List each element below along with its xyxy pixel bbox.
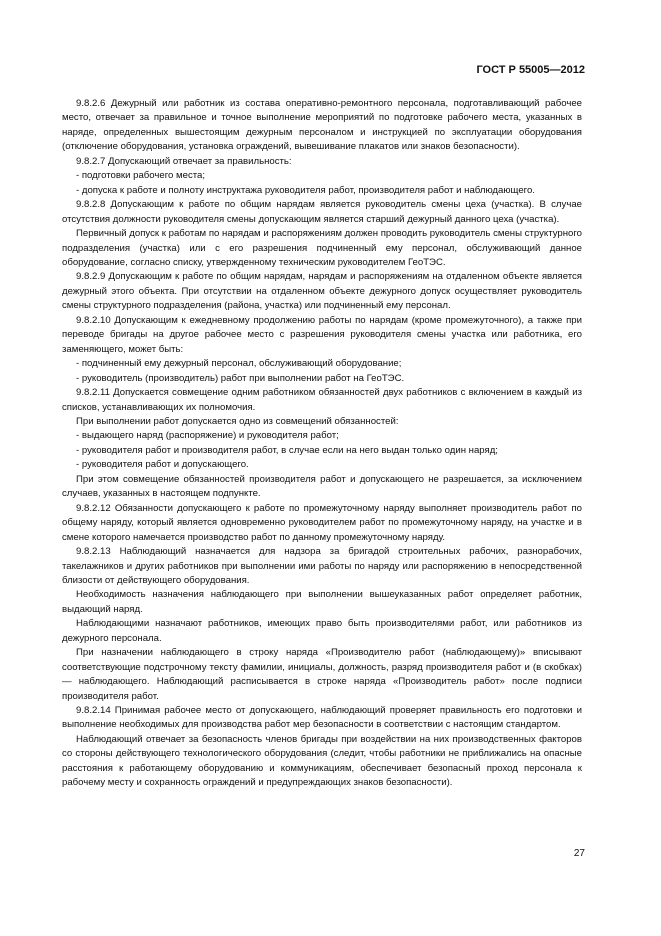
list-item: - руководителя работ и допускающего. bbox=[76, 459, 249, 471]
document-header: ГОСТ Р 55005—2012 bbox=[476, 64, 585, 76]
paragraph: При этом совмещение обязанностей производителя работ и допускающего не разрешается, за исключением случаев, указанных в настоящем подпункте. bbox=[62, 473, 582, 500]
paragraph: 9.8.2.7 Допускающий отвечает за правильность: bbox=[76, 155, 292, 167]
paragraph: 9.8.2.13 Наблюдающий назначается для надзора за бригадой строительных рабочих, разнорабочих, такелажников и других работников при выполнении ими работы по наряду или распоряжению в непосредственной близости от действующего оборудования. bbox=[62, 546, 582, 586]
page-number: 27 bbox=[573, 848, 585, 859]
paragraph: 9.8.2.8 Допускающим к работе по общим нарядам является руководитель смены цеха (участка). В случае отсутствия должности руководителя смены допускающим является старший дежурный данного цеха (участка). bbox=[62, 199, 582, 225]
paragraph: 9.8.2.14 Принимая рабочее место от допускающего, наблюдающий проверяет правильность его подготовки и выполнение необходимых для производства работ мер безопасности в соответствии с настоящим стандартом. bbox=[62, 705, 582, 731]
paragraph: Наблюдающий отвечает за безопасность членов бригады при воздействии на них производственных факторов со стороны действующего технологического оборудования (следит, чтобы работники не приближались на опасные расстояния к работающему оборудованию и коммуникациям, обеспечивает безопасный проход персонала к рабочему месту и сохранность ограждений и предупреждающих знаков безопасности). bbox=[62, 733, 582, 789]
paragraph: 9.8.2.11 Допускается совмещение одним работником обязанностей двух работников с включением в каждый из списков, устанавливающих их полномочия. bbox=[62, 387, 582, 413]
paragraph: 9.8.2.12 Обязанности допускающего к работе по промежуточному наряду выполняет производитель работ по общему наряду, который является одновременно руководителем работ по промежуточному наряду, на участке и в смене которого намечается производство работ по данному промежуточному наряду. bbox=[62, 502, 582, 543]
paragraph: 9.8.2.6 Дежурный или работник из состава оперативно-ремонтного персонала, подготавливающий рабочее место, отвечает за правильное и точное выполнение мероприятий по подготовке рабочего места, указанных в наряде, определенных вышестоящим дежурным персоналом и инструкцией по эксплуатации оборудования (отключение оборудования, установка ограждений, вывешивание плакатов или знаков безопасности). bbox=[62, 98, 582, 153]
list-item: - руководитель (производитель) работ при выполнении работ на ГеоТЭС. bbox=[76, 372, 405, 384]
list-item: - подготовки рабочего места; bbox=[76, 170, 206, 182]
paragraph: Необходимость назначения наблюдающего при выполнении вышеуказанных работ определяет работник, выдающий наряд. bbox=[62, 589, 582, 615]
paragraph: При назначении наблюдающего в строку наряда «Производителю работ (наблюдающему)» вписывают соответствующие подстрочному тексту фамилии, инициалы, должность, разряд производителя работ и (в скобках) — наблюдающего. Наблюдающий расписывается в строке наряда «Производитель работ» после подписи производителя работ. bbox=[62, 647, 582, 702]
paragraph: 9.8.2.9 Допускающим к работе по общим нарядам, нарядам и распоряжениям на отдаленном объекте является дежурный этого объекта. При отсутствии на отдаленном объекте дежурного допуск осуществляет руководитель смены структурного подразделения (района, участка) или подчиненный ему персонал. bbox=[62, 271, 582, 312]
list-item: - руководителя работ и производителя работ, в случае если на него выдан только один наряд; bbox=[76, 444, 498, 456]
paragraph: 9.8.2.10 Допускающим к ежедневному продолжению работы по нарядам (кроме промежуточного), а также при переводе бригады на другое рабочее место с разрешения руководителя смены участка или работника, его заменяющего, может быть: bbox=[62, 314, 582, 355]
paragraph: При выполнении работ допускается одно из совмещений обязанностей: bbox=[76, 415, 399, 427]
paragraph: Наблюдающими назначают работников, имеющих право быть производителями работ, или работников из дежурного персонала. bbox=[62, 618, 582, 644]
list-item: - допуска к работе и полноту инструктажа руководителя работ, производителя работ и наблюдающего. bbox=[76, 184, 535, 196]
list-item: - подчиненный ему дежурный персонал, обслуживающий оборудование; bbox=[76, 358, 402, 370]
paragraph: Первичный допуск к работам по нарядам и распоряжениям должен проводить руководитель смены структурного подразделения (участка) или с его разрешения подчиненный ему персонал, обслуживающий данное оборудование, согласно списку, утвержденному техническим руководителем ГеоТЭС. bbox=[62, 228, 582, 268]
list-item: - выдающего наряд (распоряжение) и руководителя работ; bbox=[76, 430, 339, 442]
page-content bbox=[62, 97, 582, 791]
